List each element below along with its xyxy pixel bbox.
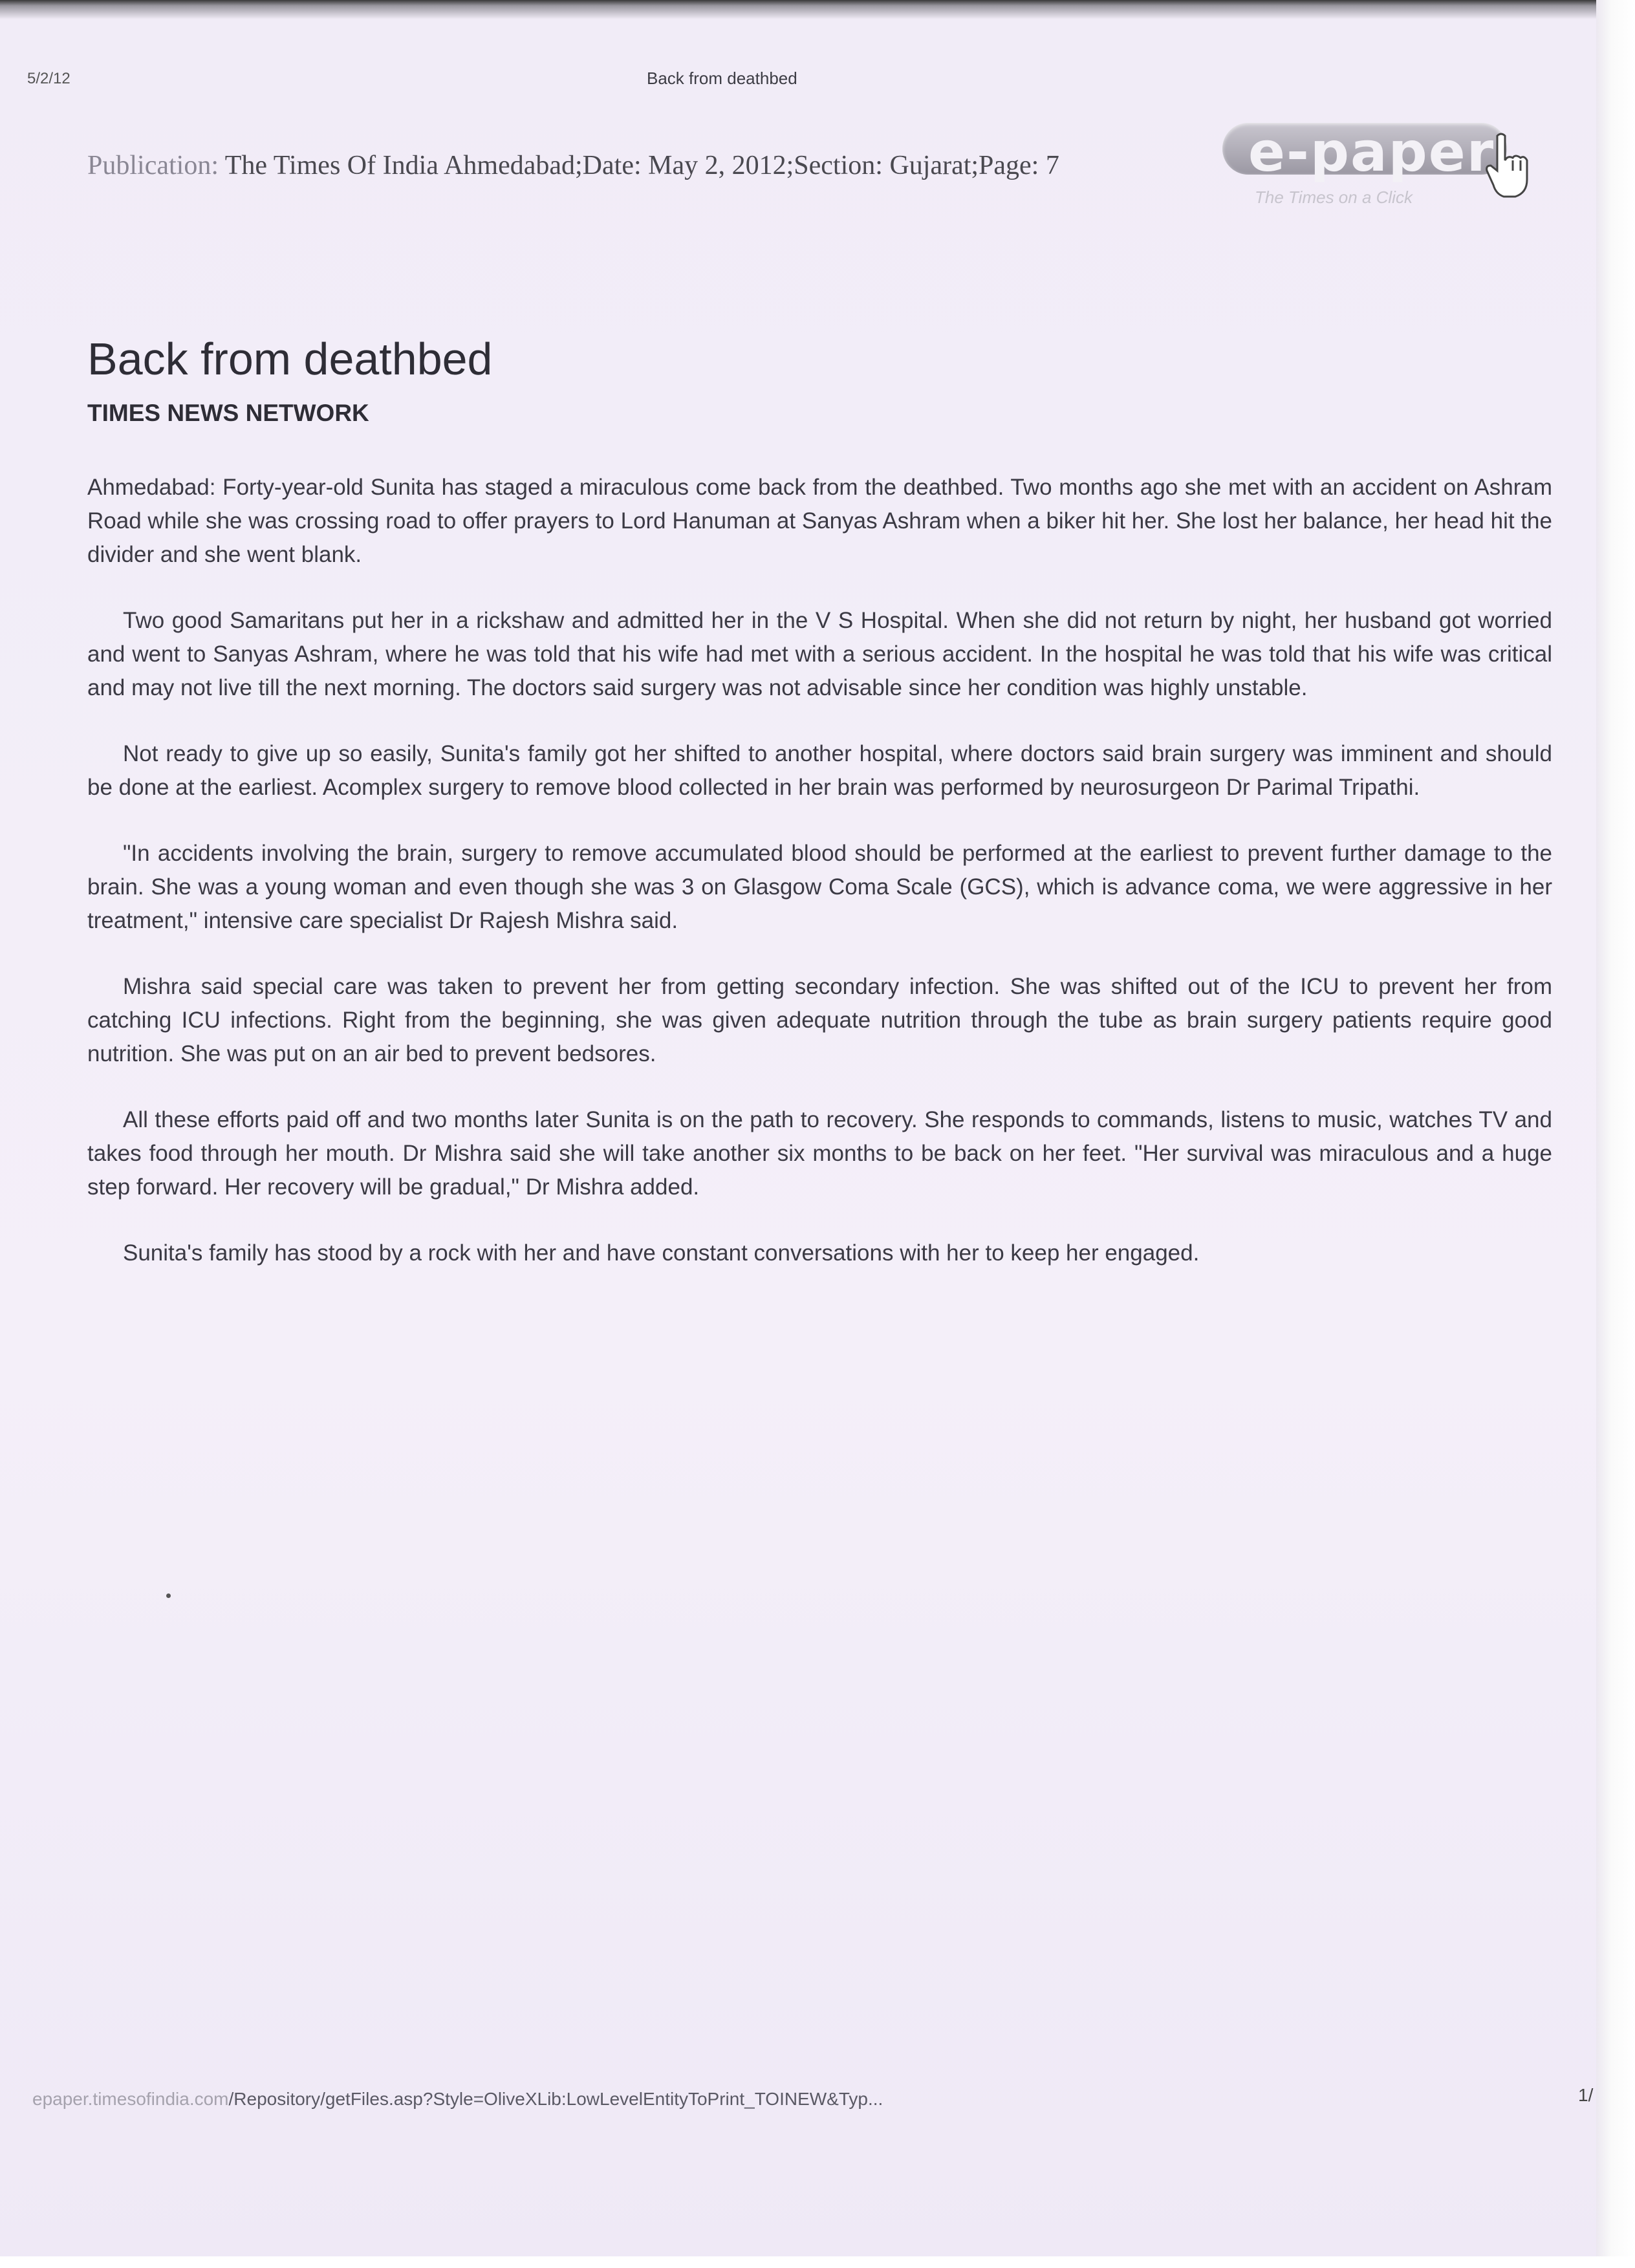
article-paragraph: "In accidents involving the brain, surgery to remove accumulated blood should be performed at the earliest to prevent further damage to the brain. She was a young woman and even though she was 3 on Glasgow Coma Scale (GCS), which is advance coma, we were aggressive in her treatment," intensive care specialist Dr Rajesh Mishra said. [87, 841, 1552, 933]
footer-url-domain: epaper.timesofindia.com [32, 2089, 229, 2109]
logo-tagline: The Times on a Click [1255, 188, 1413, 207]
publication-line [87, 150, 1059, 181]
article-paragraph: Two good Samaritans put her in a rickshaw and admitted her in the V S Hospital. When she did not return by night, her husband got worried and went to Sanyas Ashram, where he was told that his wife had met with a serious accident. In the hospital he was told that his wife was critical and may not live till the next morning. The doctors said surgery was not advisable since her condition was highly unstable. [87, 608, 1552, 700]
article-paragraph: Not ready to give up so easily, Sunita's family got her shifted to another hospital, where doctors said brain surgery was imminent and should be done at the earliest. Acomplex surgery to remove blood collected in her brain was performed by neurosurgeon Dr Parimal Tripathi. [87, 741, 1552, 800]
print-date: 5/2/12 [27, 70, 70, 87]
footer-url [32, 2089, 883, 2110]
footer-page-number: 1/ [1578, 2085, 1594, 2105]
logo-text: e-paper [1248, 120, 1495, 184]
article-paragraph: Ahmedabad: Forty-year-old Sunita has staged a miraculous come back from the deathbed. Two months ago she met with an accident on Ashram Road while she was crossing road to offer prayers to Lord Hanuman at Sanyas Ashram when a biker hit her. She lost her balance, her head hit the divider and she went blank. [87, 475, 1552, 567]
article-title: Back from deathbed [87, 333, 493, 384]
pointer-hand-icon [1484, 129, 1536, 200]
article-paragraph: Sunita's family has stood by a rock with her and have constant conversations with her to keep her engaged. [123, 1240, 1200, 1266]
article-paragraph: All these efforts paid off and two months later Sunita is on the path to recovery. She responds to commands, listens to music, watches TV and takes food through her mouth. Dr Mishra said she will take another six months to be back on her feet. "Her survival was miraculous and a huge step forward. Her recovery will be gradual," Dr Mishra added. [87, 1107, 1552, 1200]
article-byline: TIMES NEWS NETWORK [87, 400, 369, 426]
publication-details: The Times Of India Ahmedabad;Date: May 2, 2012;Section: Gujarat;Page: 7 [224, 151, 1059, 180]
footer-url-path: /Repository/getFiles.asp?Style=OliveXLib:LowLevelEntityToPrint_TOINEW&Typ... [228, 2089, 883, 2109]
scan-right-edge [1596, 0, 1635, 2268]
scan-top-edge [0, 0, 1635, 19]
article-body [87, 471, 1552, 1270]
article-paragraph: Mishra said special care was taken to prevent her from getting secondary infection. She was shifted out of the ICU to prevent her from catching ICU infections. Right from the beginning, she was given adequate nutrition through the tube as brain surgery patients require good nutrition. She was put on an air bed to prevent bedsores. [87, 974, 1552, 1066]
epaper-logo [1216, 116, 1539, 213]
publication-label: Publication: [87, 151, 219, 180]
stray-mark [166, 1593, 171, 1598]
print-header-title: Back from deathbed [647, 69, 797, 88]
scan-bottom-edge [0, 2256, 1635, 2268]
